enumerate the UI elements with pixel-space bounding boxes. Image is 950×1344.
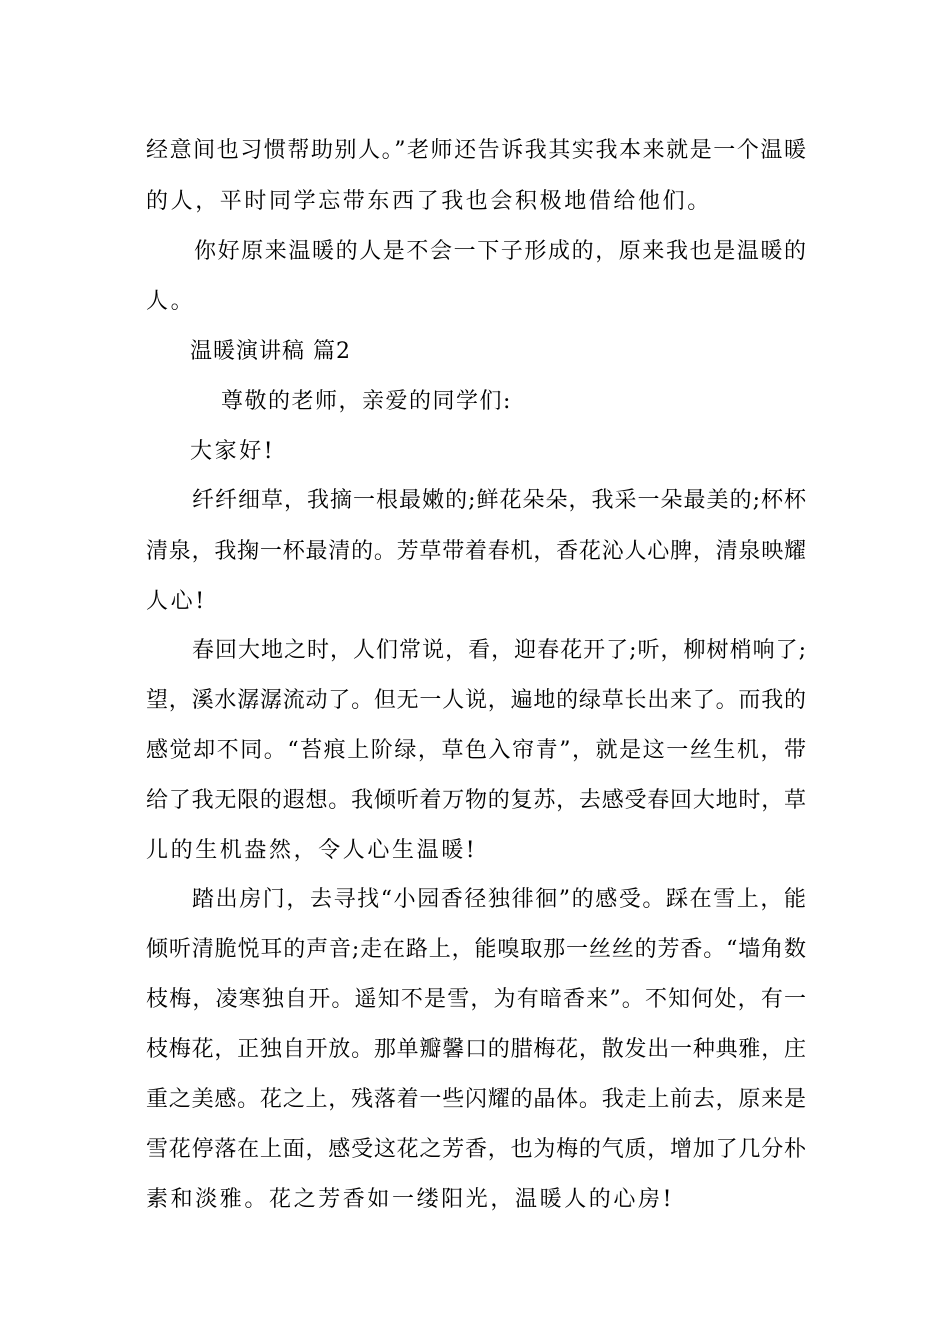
text-line: 的人，平时同学忘带东西了我也会积极地借给他们。 [146, 189, 712, 214]
text-line: 雪花停落在上面，感受这花之芳香，也为梅的气质，增加了几分朴 [146, 1137, 806, 1162]
text-line: 纤纤细草，我摘一根最嫩的;鲜花朵朵，我采一朵最美的;杯杯 [192, 488, 806, 513]
text-line: 清泉，我掬一杯最清的。芳草带着春机，香花沁人心脾，清泉映耀 [146, 539, 806, 564]
salutation: 尊敬的老师，亲爱的同学们: [221, 389, 512, 414]
text-line: 感觉却不同。“苔痕上阶绿，草色入帘青”，就是这一丝生机，带 [146, 738, 806, 763]
text-line: 春回大地之时，人们常说，看，迎春花开了;听，柳树梢响了; [192, 638, 806, 663]
greeting: 大家好! [190, 439, 276, 464]
text-line: 倾听清脆悦耳的声音;走在路上，能嗅取那一丝丝的芳香。“墙角数 [146, 937, 806, 962]
text-line: 踏出房门，去寻找“小园香径独徘徊”的感受。踩在雪上，能 [192, 887, 806, 912]
text-line: 重之美感。花之上，残落着一些闪耀的晶体。我走上前去，原来是 [146, 1087, 806, 1112]
text-line: 枝梅，凌寒独自开。遥知不是雪，为有暗香来”。不知何处，有一 [146, 987, 806, 1012]
text-line: 人心! [146, 589, 207, 614]
text-line: 望，溪水潺潺流动了。但无一人说，遍地的绿草长出来了。而我的 [146, 688, 806, 713]
text-line: 经意间也习惯帮助别人。”老师还告诉我其实我本来就是一个温暖 [146, 138, 806, 163]
text-line: 人。 [146, 289, 196, 314]
text-line: 素和淡雅。花之芳香如一缕阳光，温暖人的心房! [146, 1187, 675, 1212]
text-line: 你好原来温暖的人是不会一下子形成的，原来我也是温暖的 [194, 239, 806, 264]
text-line: 枝梅花，正独自开放。那单瓣馨口的腊梅花，散发出一种典雅，庄 [146, 1037, 806, 1062]
text-line: 给了我无限的遐想。我倾听着万物的复苏，去感受春回大地时，草 [146, 788, 806, 813]
text-line: 儿的生机盎然，令人心生温暖! [146, 838, 478, 863]
section-heading: 温暖演讲稿 篇2 [190, 339, 351, 364]
